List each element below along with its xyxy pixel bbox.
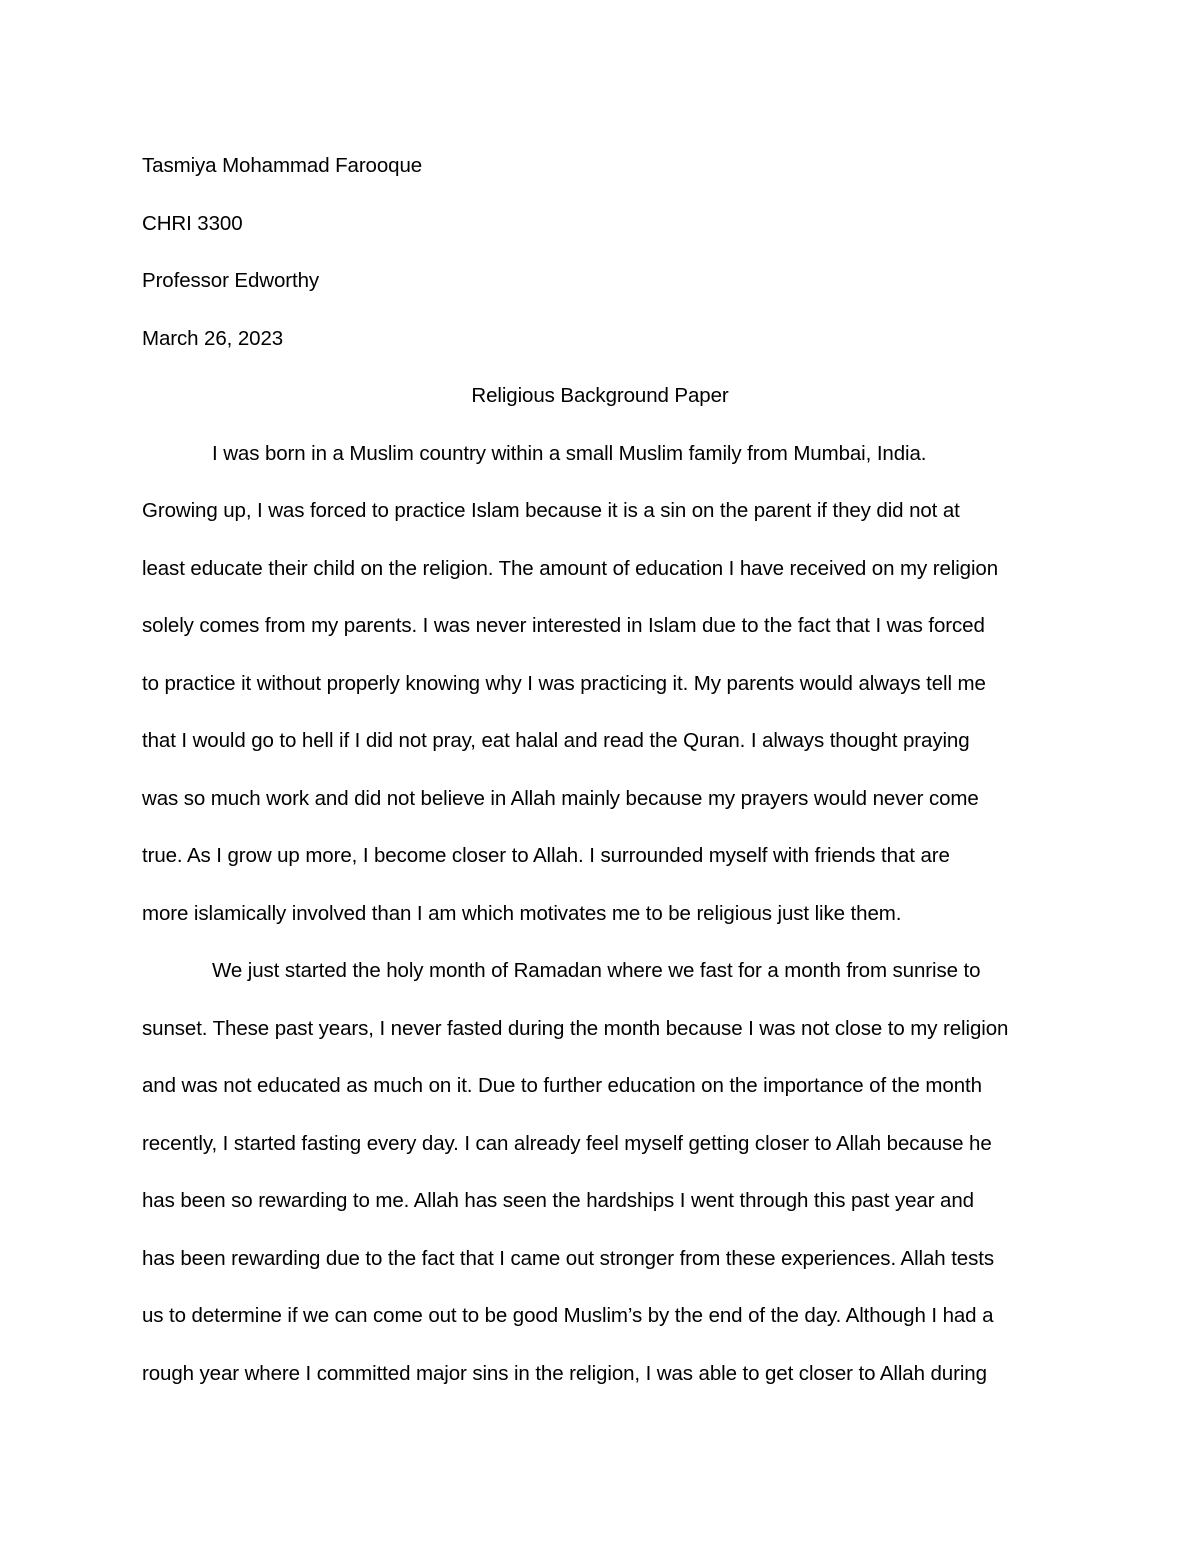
professor-name: Professor Edworthy [142,269,320,292]
paragraph-line: us to determine if we can come out to be good Muslim’s by the end of the day. Although I had a [142,1304,994,1327]
paragraph-line: I was born in a Muslim country within a small Muslim family from Mumbai, India. [212,441,927,465]
paragraph-line: that I would go to hell if I did not pray, eat halal and read the Quran. I always thought praying [142,729,970,752]
course-code: CHRI 3300 [142,211,243,235]
paragraph-line: We just started the holy month of Ramadan where we fast for a month from sunrise to [212,959,981,982]
paragraph-line: least educate their child on the religion. The amount of education I have received on my religion [142,556,999,580]
document-body [142,137,1058,1402]
paragraph-line: sunset. These past years, I never fasted during the month because I was not close to my religion [142,1016,1009,1040]
paragraph-line: solely comes from my parents. I was never interested in Islam due to the fact that I was forced [142,614,985,637]
author-name: Tasmiya Mohammad Farooque [142,154,423,177]
paragraph-line: was so much work and did not believe in Allah mainly because my prayers would never come [142,786,979,810]
paper-date: March 26, 2023 [142,326,284,350]
paper-title: Religious Background Paper [471,384,729,407]
paragraph-2 [142,942,1058,1402]
paragraph-line: recently, I started fasting every day. I can already feel myself getting closer to Allah because he [142,1131,992,1155]
paragraph-1 [142,425,1058,943]
paragraph-line: more islamically involved than I am which motivates me to be religious just like them. [142,901,902,925]
paragraph-line: and was not educated as much on it. Due to further education on the importance of the month [142,1074,982,1097]
paragraph-line: Growing up, I was forced to practice Islam because it is a sin on the parent if they did not at [142,499,960,522]
paragraph-line: true. As I grow up more, I become closer to Allah. I surrounded myself with friends that are [142,844,950,867]
paragraph-line: to practice it without properly knowing why I was practicing it. My parents would always tell me [142,671,986,695]
paragraph-line: has been rewarding due to the fact that I came out stronger from these experiences. Allah tests [142,1246,994,1270]
paragraph-line: has been so rewarding to me. Allah has seen the hardships I went through this past year and [142,1189,974,1212]
paragraph-line: rough year where I committed major sins in the religion, I was able to get closer to Allah during [142,1361,987,1385]
